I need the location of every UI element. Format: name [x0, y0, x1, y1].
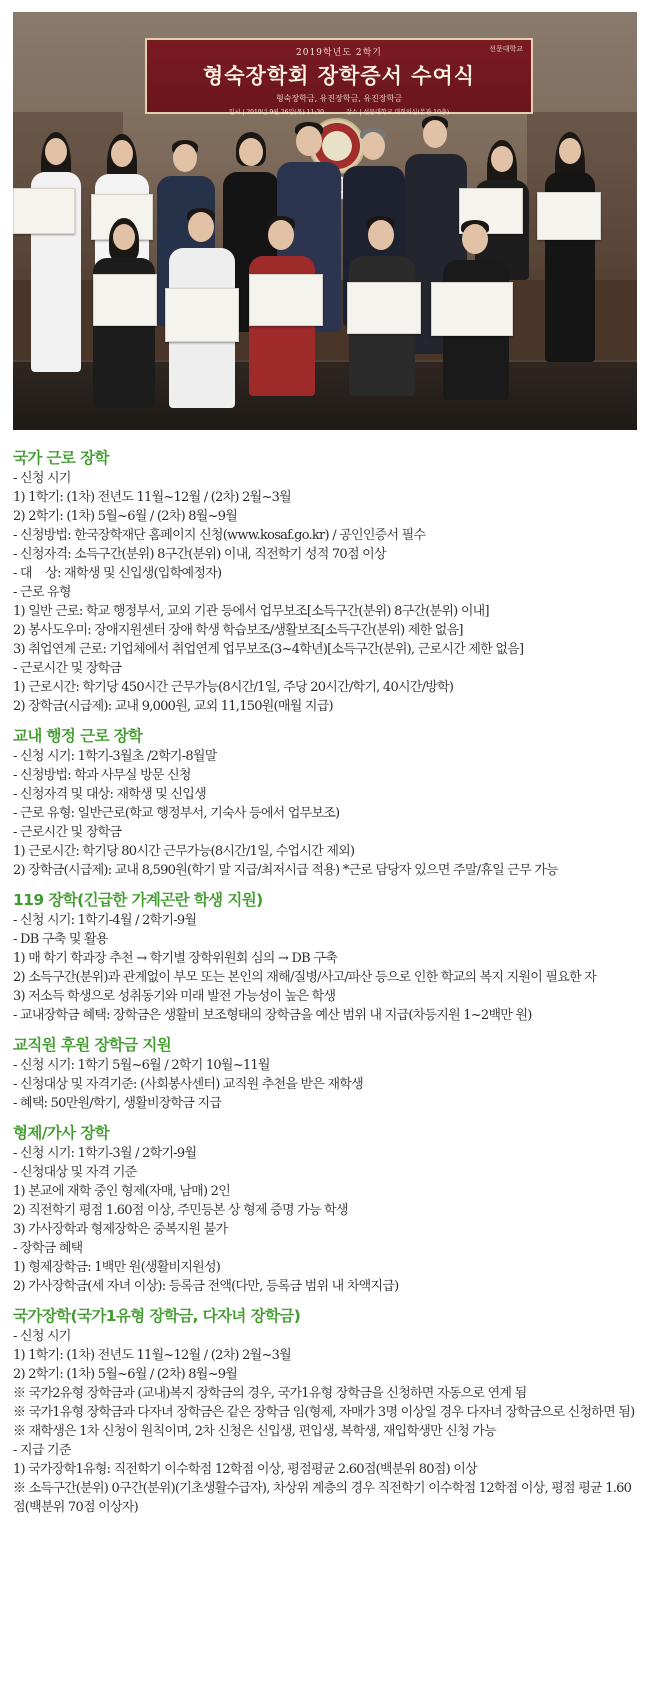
section-line: 2) 가사장학금(세 자녀 이상): 등록금 전액(다만, 등록금 범위 내 차액지급): [13, 1279, 399, 1294]
certificate: [165, 288, 239, 342]
section-title: 국가 근로 장학: [13, 449, 109, 467]
section-national-scholarship: [13, 1306, 637, 1517]
section-line: - 신청자격: 소득구간(분위) 8구간(분위) 이내, 직전학기 성적 70점 이상: [13, 547, 386, 562]
section-line: 2) 직전학기 평점 1.60점 이상, 주민등본 상 형제 증명 가능 학생: [13, 1203, 348, 1218]
section-title: 119 장학(긴급한 가계곤란 학생 지원): [13, 891, 263, 909]
section-line: 3) 가사장학과 형제장학은 중복지원 불가: [13, 1222, 228, 1237]
section-line: - 대 상: 재학생 및 신입생(입학예정자): [13, 566, 222, 581]
section-line: - 근로 유형: [13, 585, 71, 600]
certificate: [431, 282, 513, 336]
ceremony-banner: [145, 38, 533, 114]
section-line: - 신청 시기: [13, 1329, 71, 1344]
section-line: - 신청방법: 한국장학재단 홈페이지 신청(www.kosaf.go.kr) / 공인인증서 필수: [13, 528, 426, 543]
section-line: 1) 국가장학1유형: 직전학기 이수학점 12학점 이상, 평점평균 2.60점(백분위 80점) 이상: [13, 1462, 477, 1477]
section-sibling-family: [13, 1123, 637, 1296]
section-line: 2) 2학기: (1차) 5월~6월 / (2차) 8월~9월: [13, 1367, 238, 1382]
banner-logo-text: 선문대학교: [489, 45, 523, 53]
section-line: 1) 1학기: (1차) 전년도 11월~12월 / (2차) 2월~3월: [13, 490, 291, 505]
section-title: 교직원 후원 장학금 지원: [13, 1036, 172, 1054]
banner-date: 일시 | 2019년 9월 26일(목) 11:30: [228, 109, 324, 116]
section-line: 3) 저소득 학생으로 성취동기와 미래 발전 가능성이 높은 학생: [13, 989, 336, 1004]
certificate: [249, 274, 323, 326]
section-line: 2) 장학금(시급제): 교내 9,000원, 교외 11,150원(매월 지급): [13, 699, 333, 714]
section-line: - 신청자격 및 대상: 재학생 및 신입생: [13, 787, 206, 802]
section-line: 2) 장학금(시급제): 교내 8,590원(학기 말 지급/최저시급 적용) *근로 담당자 있으면 주말/휴일 근무 가능: [13, 863, 558, 878]
ceremony-photo: [13, 12, 637, 430]
section-line: 1) 근로시간: 학기당 450시간 근무가능(8시간/1일, 주당 20시간/학기, 40시간/방학): [13, 680, 454, 695]
section-line: 1) 매 학기 학과장 추천 → 학기별 장학위원회 심의 → DB 구축: [13, 951, 337, 966]
section-title: 교내 행정 근로 장학: [13, 727, 143, 745]
section-line: ※ 소득구간(분위) 0구간(분위)(기초생활수급자), 차상위 계층의 경우 직전학기 이수학점 12학점 이상, 평점 평균 1.60점(백분위 70점 이상자): [13, 1481, 632, 1515]
section-line: ※ 국가2유형 장학금과 (교내)복지 장학금의 경우, 국가1유형 장학금을 신청하면 자동으로 연계 됨: [13, 1386, 527, 1401]
section-line: - 근로시간 및 장학금: [13, 661, 122, 676]
section-line: - 신청대상 및 자격기준: (사회봉사센터) 교직원 추천을 받은 재학생: [13, 1077, 363, 1092]
banner-scholarships: 형숙장학금, 유진장학금, 유진장학금: [275, 94, 403, 103]
section-line: - 근로 유형: 일반근로(학교 행정부서, 기숙사 등에서 업무보조): [13, 806, 340, 821]
certificate: [347, 282, 421, 334]
section-line: ※ 재학생은 1차 신청이 원칙이며, 2차 신청은 신입생, 편입생, 복학생, 재입학생만 신청 가능: [13, 1424, 496, 1439]
section-line: ※ 국가1유형 장학금과 다자녀 장학금은 같은 장학금 임(형제, 자매가 3명 이상일 경우 다자녀 장학금으로 신청하면 됨): [13, 1405, 635, 1420]
section-line: - 장학금 혜택: [13, 1241, 83, 1256]
certificate: [13, 188, 75, 234]
section-line: - 교내장학금 혜택: 장학금은 생활비 보조형태의 장학금을 예산 범위 내 지급(차등지원 1~2백만 원): [13, 1008, 532, 1023]
section-line: - 혜택: 50만원/학기, 생활비장학금 지급: [13, 1096, 222, 1111]
section-line: 2) 소득구간(분위)과 관계없이 부모 또는 본인의 재해/질병/사고/파산 등으로 인한 학교의 복지 지원이 필요한 자: [13, 970, 597, 985]
section-national-work: [13, 448, 637, 716]
section-line: - 신청 시기: 1학기-3월초 /2학기-8월말: [13, 749, 217, 764]
banner-year: 2019학년도 2학기: [296, 48, 382, 58]
section-line: 1) 일반 근로: 학교 행정부서, 교외 기관 등에서 업무보조[소득구간(분위) 8구간(분위) 이내]: [13, 604, 489, 619]
section-line: - 신청대상 및 자격 기준: [13, 1165, 137, 1180]
section-line: - 신청 시기: [13, 471, 71, 486]
section-staff-sponsored: [13, 1035, 637, 1113]
section-line: - 신청 시기: 1학기-4월 / 2학기-9월: [13, 913, 197, 928]
section-title: 국가장학(국가1유형 장학금, 다자녀 장학금): [13, 1307, 301, 1325]
section-line: 1) 근로시간: 학기당 80시간 근무가능(8시간/1일, 수업시간 제외): [13, 844, 355, 859]
section-line: - 근로시간 및 장학금: [13, 825, 122, 840]
section-title: 형제/가사 장학: [13, 1124, 110, 1142]
banner-title: 형숙장학회 장학증서 수여식: [202, 63, 476, 88]
section-line: 2) 봉사도우미: 장애지원센터 장애 학생 학습보조/생활보조[소득구간(분위) 제한 없음]: [13, 623, 463, 638]
section-line: - 지급 기준: [13, 1443, 71, 1458]
section-line: - DB 구축 및 활용: [13, 932, 108, 947]
section-line: - 신청 시기: 1학기 5월~6월 / 2학기 10월~11월: [13, 1058, 270, 1073]
certificate: [93, 274, 157, 326]
certificate: [537, 192, 601, 240]
section-line: 1) 형제장학금: 1백만 원(생활비지원성): [13, 1260, 221, 1275]
section-line: 1) 1학기: (1차) 전년도 11월~12월 / (2차) 2월~3월: [13, 1348, 291, 1363]
section-line: - 신청 시기: 1학기-3월 / 2학기-9월: [13, 1146, 197, 1161]
section-line: 3) 취업연계 근로: 기업체에서 취업연계 업무보조(3~4학년)[소득구간(분위), 근로시간 제한 없음]: [13, 642, 524, 657]
section-campus-admin-work: [13, 726, 637, 880]
section-line: 2) 2학기: (1차) 5월~6월 / (2차) 8월~9월: [13, 509, 238, 524]
section-line: 1) 본교에 재학 중인 형제(자매, 남매) 2인: [13, 1184, 230, 1199]
banner-place: 장소 | 선문대학교 대회의실(본관 10층): [345, 109, 450, 116]
section-line: - 신청방법: 학과 사무실 방문 신청: [13, 768, 191, 783]
scholarship-info: [13, 448, 637, 1527]
section-119-scholarship: [13, 890, 637, 1025]
